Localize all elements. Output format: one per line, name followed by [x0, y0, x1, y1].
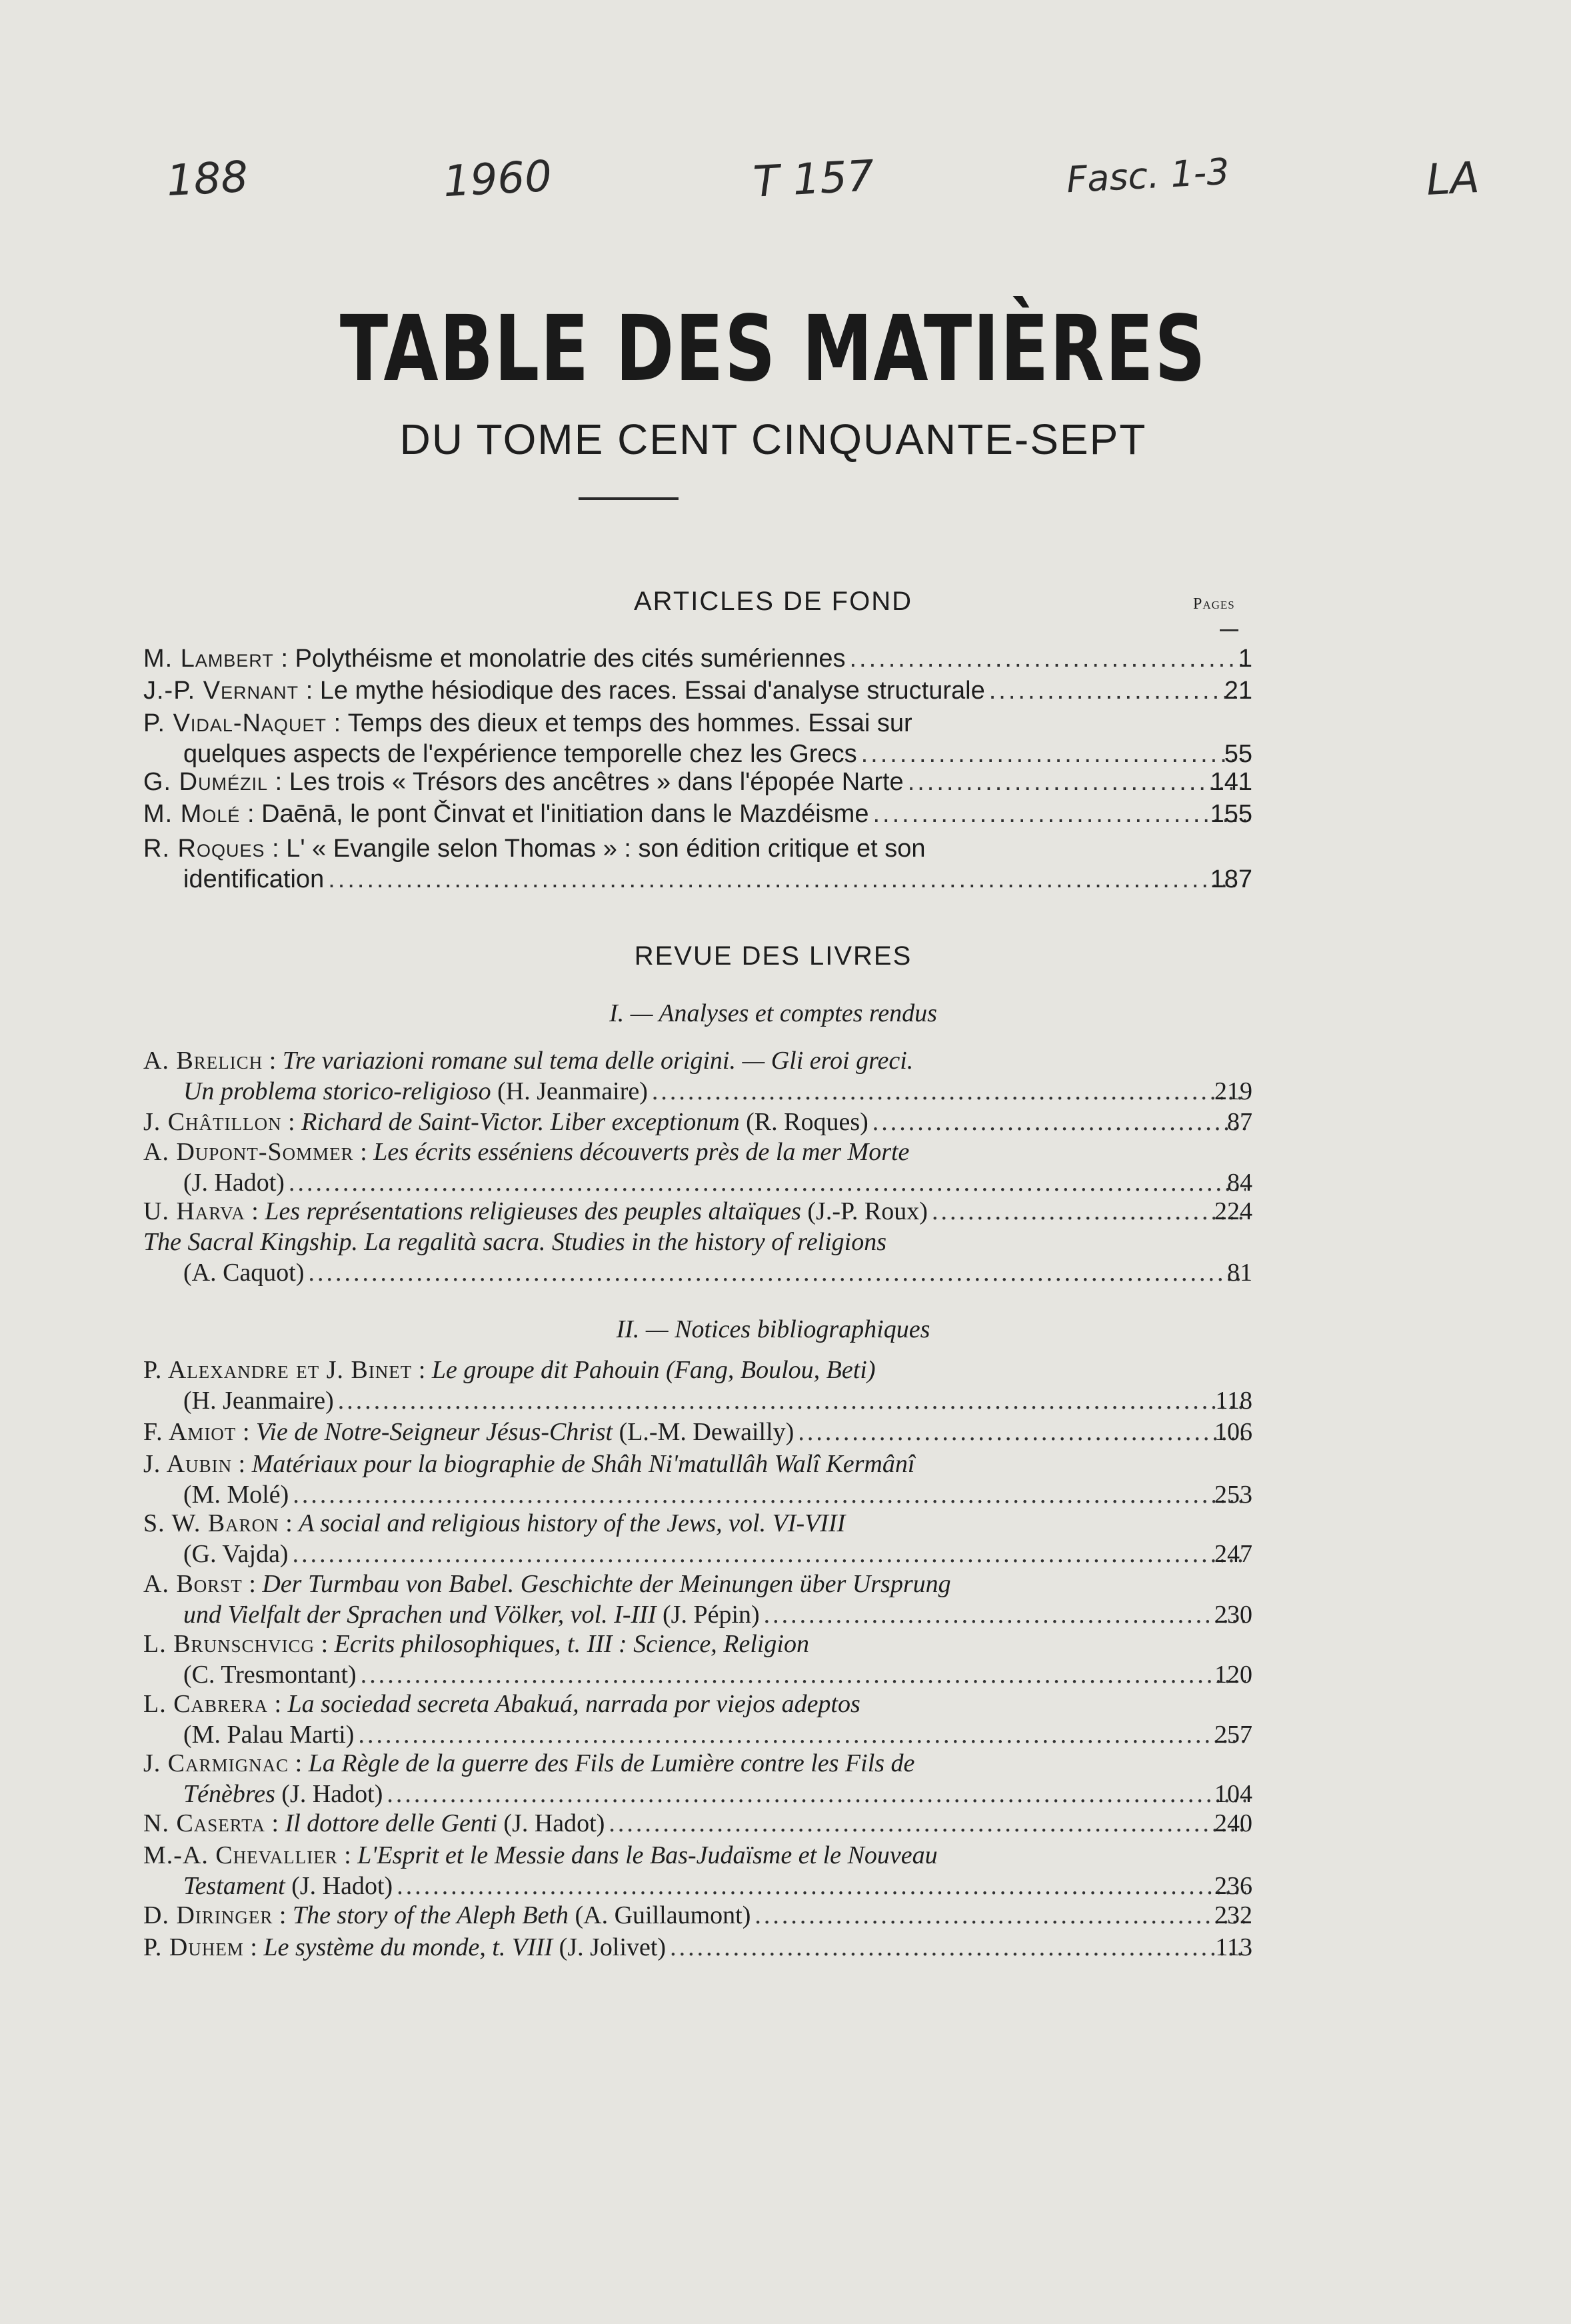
- entry-reviewer: (C. Tresmontant): [183, 1661, 357, 1689]
- entry-separator: :: [232, 1450, 252, 1478]
- toc-entry: [143, 1227, 1250, 1288]
- entry-reviewer: (J. Hadot): [497, 1809, 605, 1837]
- entry-title-cont: Un problema storico-religioso: [183, 1077, 491, 1105]
- toc-entry: [143, 675, 1250, 706]
- entry-page-number: 141: [1210, 768, 1252, 796]
- entry-line: [143, 1417, 1250, 1447]
- entry-title-cont: und Vielfalt der Sprachen und Völker, vol. I-III: [183, 1601, 657, 1629]
- entry-title: The story of the Aleph Beth: [292, 1901, 569, 1929]
- entry-author: P. Vidal-Naquet: [143, 709, 327, 737]
- entry-author: M. Lambert: [143, 645, 274, 673]
- entry-leader: [764, 1599, 1246, 1630]
- entry-reviewer: (H. Jeanmaire): [183, 1387, 334, 1415]
- toc-entry: [143, 1449, 1250, 1510]
- entry-separator: :: [299, 677, 320, 705]
- entry-leader: [328, 864, 1246, 895]
- entry-line: [143, 1932, 1250, 1963]
- entry-line: [143, 675, 1250, 706]
- entry-leader: [293, 1539, 1246, 1569]
- entry-leader: [289, 1167, 1246, 1198]
- entry-leader: [609, 1808, 1246, 1839]
- entry-reviewer: (J. Hadot): [183, 1169, 285, 1197]
- pages-column-label: Pages: [1193, 595, 1235, 613]
- entry-page-number: 257: [1214, 1721, 1252, 1749]
- entry-page-number: 187: [1210, 865, 1252, 893]
- entry-title-cont: Ténèbres: [183, 1780, 275, 1808]
- toc-entry: [143, 643, 1250, 674]
- entry-line-2: [143, 864, 1250, 895]
- entry-author: M. Molé: [143, 800, 241, 828]
- toc-entry: [143, 799, 1250, 829]
- entry-line-2: [143, 1479, 1250, 1510]
- entry-separator: :: [353, 1138, 374, 1166]
- entry-author: R. Roques: [143, 835, 265, 863]
- entry-author: A. Dupont-Sommer: [143, 1138, 354, 1166]
- handwritten-note-1: 188: [165, 152, 250, 207]
- entry-author: S. W. Baron: [143, 1509, 279, 1537]
- entry-page-number: 232: [1214, 1901, 1252, 1929]
- entry-title: A social and religious history of the Jews, vol. VI-VIII: [299, 1509, 846, 1537]
- entry-reviewer: (L.-M. Dewailly): [613, 1418, 794, 1446]
- entry-title: Il dottore delle Genti: [285, 1809, 497, 1837]
- toc-entry: [143, 1417, 1250, 1447]
- entry-page-number: 104: [1214, 1780, 1252, 1808]
- entry-page-number: 155: [1210, 800, 1252, 828]
- entry-page-number: 253: [1214, 1481, 1252, 1509]
- toc-entry: [143, 767, 1250, 797]
- entry-reviewer: (M. Molé): [183, 1481, 289, 1509]
- toc-entry: [143, 1569, 1250, 1630]
- entry-page-number: 87: [1227, 1108, 1252, 1136]
- entry-line-2: [143, 1539, 1250, 1569]
- entry-leader: [755, 1900, 1246, 1931]
- entry-line-2: [143, 1659, 1250, 1690]
- entry-leader: [309, 1257, 1246, 1288]
- toc-entry: [143, 833, 1250, 895]
- entry-title-cont: identification: [183, 865, 325, 893]
- entry-reviewer: (G. Vajda): [183, 1540, 289, 1568]
- entry-author: P. Duhem: [143, 1933, 244, 1961]
- entry-leader: [387, 1779, 1246, 1809]
- toc-entry: [143, 1629, 1250, 1690]
- toc-entry: [143, 1196, 1250, 1227]
- entry-line: [143, 833, 1250, 864]
- entry-separator: :: [263, 1047, 283, 1075]
- entry-line: [143, 1748, 1250, 1779]
- entry-title: Der Turmbau von Babel. Geschichte der Meinungen über Ursprung: [262, 1570, 951, 1598]
- entry-page-number: 113: [1215, 1933, 1252, 1961]
- entry-line: [143, 1900, 1250, 1931]
- entry-title: Le groupe dit Pahouin (Fang, Boulou, Beti): [431, 1356, 876, 1384]
- entry-author: L. Brunschvicg: [143, 1630, 315, 1658]
- entry-author: J. Châtillon: [143, 1108, 282, 1136]
- entry-leader: [293, 1479, 1246, 1510]
- entry-reviewer: (J.-P. Roux): [800, 1197, 928, 1225]
- entry-leader: [397, 1871, 1246, 1901]
- entry-leader: [338, 1385, 1246, 1416]
- entry-title-cont: Testament: [183, 1872, 285, 1900]
- entry-line: [143, 1107, 1250, 1137]
- entry-title: Richard de Saint-Victor. Liber exceptionum: [301, 1108, 740, 1136]
- entry-line-2: [143, 1779, 1250, 1809]
- entry-title: Daēnā, le pont Činvat et l'initiation dans le Mazdéisme: [261, 800, 869, 828]
- entry-separator: :: [268, 768, 289, 796]
- entry-title: Polythéisme et monolatrie des cités sumériennes: [295, 645, 846, 673]
- entry-title: La Règle de la guerre des Fils de Lumière contre les Fils de: [308, 1749, 915, 1777]
- entry-separator: :: [268, 1690, 288, 1718]
- entry-title: L'Esprit et le Messie dans le Bas-Judaïsme et le Nouveau: [357, 1841, 938, 1869]
- entry-author: U. Harva: [143, 1197, 245, 1225]
- entry-author: J.-P. Vernant: [143, 677, 299, 705]
- toc-entry: [143, 1932, 1250, 1963]
- entry-line: [143, 643, 1250, 674]
- page-title: TABLE DES MATIÈRES: [339, 297, 1207, 402]
- entry-page-number: 120: [1214, 1661, 1252, 1689]
- entry-page-number: 224: [1214, 1197, 1252, 1225]
- entry-page-number: 84: [1227, 1169, 1252, 1197]
- entry-title: Les écrits esséniens découverts près de la mer Morte: [373, 1138, 910, 1166]
- entry-line-2: [143, 1257, 1250, 1288]
- entry-separator: :: [327, 709, 348, 737]
- entry-line-2: [143, 1167, 1250, 1198]
- entry-separator: :: [243, 1933, 264, 1961]
- entry-title: Les représentations religieuses des peuples altaïques: [265, 1197, 801, 1225]
- entry-separator: :: [265, 835, 287, 863]
- entry-author: P. Alexandre et J. Binet: [143, 1356, 413, 1384]
- entry-title: Matériaux pour la biographie de Shâh Ni'matullâh Walî Kermânî: [251, 1450, 915, 1478]
- entry-separator: :: [412, 1356, 432, 1384]
- articles-heading: ARTICLES DE FOND: [634, 587, 912, 616]
- entry-leader: [670, 1932, 1246, 1963]
- entry-reviewer: (J. Hadot): [275, 1780, 383, 1808]
- entry-separator: :: [242, 1570, 263, 1598]
- toc-entry: [143, 1748, 1250, 1809]
- entry-separator: :: [315, 1630, 335, 1658]
- entry-page-number: 219: [1214, 1077, 1252, 1105]
- entry-line: [143, 1137, 1250, 1167]
- reviews-heading: REVUE DES LIVRES: [634, 941, 912, 971]
- handwritten-note-2: 1960: [442, 151, 553, 207]
- entry-title: La sociedad secreta Abakuá, narrada por viejos adeptos: [287, 1690, 860, 1718]
- entry-separator: :: [289, 1749, 309, 1777]
- entry-title: L' « Evangile selon Thomas » : son édition critique et son: [286, 835, 926, 863]
- entry-line-2: [143, 1719, 1250, 1750]
- entry-page-number: 236: [1214, 1872, 1252, 1900]
- toc-entry: [143, 1107, 1250, 1137]
- entry-line-2: [143, 1599, 1250, 1630]
- entry-line-2: [143, 1076, 1250, 1107]
- entry-line-2: [143, 1385, 1250, 1416]
- entry-separator: :: [273, 1901, 293, 1929]
- entry-page-number: 230: [1214, 1601, 1252, 1629]
- entry-line: [143, 1840, 1250, 1871]
- page-subtitle: DU TOME CENT CINQUANTE-SEPT: [399, 415, 1147, 463]
- entry-separator: :: [273, 645, 295, 673]
- entry-separator: :: [337, 1841, 358, 1869]
- entry-separator: :: [236, 1418, 256, 1446]
- entry-author: J. Aubin: [143, 1450, 233, 1478]
- entry-reviewer: (A. Guillaumont): [569, 1901, 751, 1929]
- entry-leader: [652, 1076, 1246, 1107]
- entry-author: G. Dumézil: [143, 768, 269, 796]
- entry-line: [143, 1808, 1250, 1839]
- entry-title: Temps des dieux et temps des hommes. Essai sur: [347, 709, 912, 737]
- entry-page-number: 1: [1238, 645, 1252, 673]
- entry-title: Le mythe hésiodique des races. Essai d'analyse structurale: [319, 677, 985, 705]
- entry-line: [143, 1045, 1250, 1076]
- entry-leader: [358, 1719, 1246, 1750]
- entry-title: Tre variazioni romane sul tema delle origini. — Gli eroi greci.: [282, 1047, 914, 1075]
- entry-page-number: 118: [1215, 1387, 1252, 1415]
- entry-title: Le système du monde, t. VIII: [263, 1933, 553, 1961]
- toc-entry: [143, 1808, 1250, 1839]
- entry-line-2: [143, 1871, 1250, 1901]
- entry-reviewer: (H. Jeanmaire): [491, 1077, 648, 1105]
- notices-subheading: II. — Notices bibliographiques: [616, 1315, 930, 1343]
- handwritten-note-3: T 157: [752, 151, 876, 207]
- entry-title: Ecrits philosophiques, t. III : Science, Religion: [334, 1630, 809, 1658]
- entry-reviewer: (J. Pépin): [656, 1601, 760, 1629]
- entry-line: [143, 1449, 1250, 1479]
- entry-reviewer: (A. Caquot): [183, 1259, 305, 1287]
- entry-separator: :: [281, 1108, 302, 1136]
- entry-separator: :: [245, 1197, 265, 1225]
- entry-author: J. Carmignac: [143, 1749, 289, 1777]
- entry-page-number: 106: [1214, 1418, 1252, 1446]
- entry-line: [143, 1227, 1250, 1257]
- entry-separator: :: [265, 1809, 285, 1837]
- toc-entry: [143, 1689, 1250, 1750]
- entry-leader: [798, 1417, 1246, 1447]
- entry-page-number: 247: [1214, 1540, 1252, 1568]
- entry-reviewer: (M. Palau Marti): [183, 1721, 355, 1749]
- entry-separator: :: [279, 1509, 299, 1537]
- toc-entry: [143, 1840, 1250, 1901]
- entry-line: [143, 1508, 1250, 1539]
- toc-entry: [143, 1137, 1250, 1198]
- pages-rule: [1220, 629, 1238, 631]
- entry-author: L. Cabrera: [143, 1690, 269, 1718]
- title-rule: [579, 497, 679, 500]
- entry-page-number: 21: [1224, 677, 1252, 705]
- entry-line: [143, 1689, 1250, 1719]
- entry-line: [143, 1569, 1250, 1599]
- entry-line: [143, 708, 1250, 739]
- entry-title: The Sacral Kingship. La regalità sacra. Studies in the history of religions: [143, 1228, 887, 1256]
- toc-entry: [143, 1508, 1250, 1569]
- entry-line: [143, 1196, 1250, 1227]
- toc-entry: [143, 1900, 1250, 1931]
- entry-page-number: 55: [1224, 740, 1252, 768]
- entry-line-2: [143, 739, 1250, 769]
- toc-entry: [143, 1045, 1250, 1107]
- entry-author: F. Amiot: [143, 1418, 237, 1446]
- entry-page-number: 240: [1214, 1809, 1252, 1837]
- entry-line: [143, 1629, 1250, 1659]
- entry-line: [143, 799, 1250, 829]
- toc-entry: [143, 708, 1250, 769]
- entry-title: Les trois « Trésors des ancêtres » dans l'épopée Narte: [289, 768, 904, 796]
- entry-reviewer: (R. Roques): [739, 1108, 868, 1136]
- entry-separator: :: [240, 800, 262, 828]
- entry-author: N. Caserta: [143, 1809, 266, 1837]
- entry-title-cont: quelques aspects de l'expérience temporelle chez les Grecs: [183, 740, 857, 768]
- entry-page-number: 81: [1227, 1259, 1252, 1287]
- entry-author: M.-A. Chevallier: [143, 1841, 338, 1869]
- entry-author: D. Diringer: [143, 1901, 273, 1929]
- analyses-subheading: I. — Analyses et comptes rendus: [609, 999, 937, 1027]
- entry-author: A. Borst: [143, 1570, 243, 1598]
- entry-line: [143, 767, 1250, 797]
- entry-line: [143, 1355, 1250, 1385]
- entry-leader: [361, 1659, 1246, 1690]
- entry-author: A. Brelich: [143, 1047, 263, 1075]
- toc-entry: [143, 1355, 1250, 1416]
- entry-reviewer: (J. Hadot): [285, 1872, 393, 1900]
- handwritten-note-4: Fasc. 1-3: [1065, 150, 1230, 201]
- entry-title: Vie de Notre-Seigneur Jésus-Christ: [256, 1418, 613, 1446]
- handwritten-note-5: LA: [1425, 153, 1481, 206]
- entry-reviewer: (J. Jolivet): [553, 1933, 667, 1961]
